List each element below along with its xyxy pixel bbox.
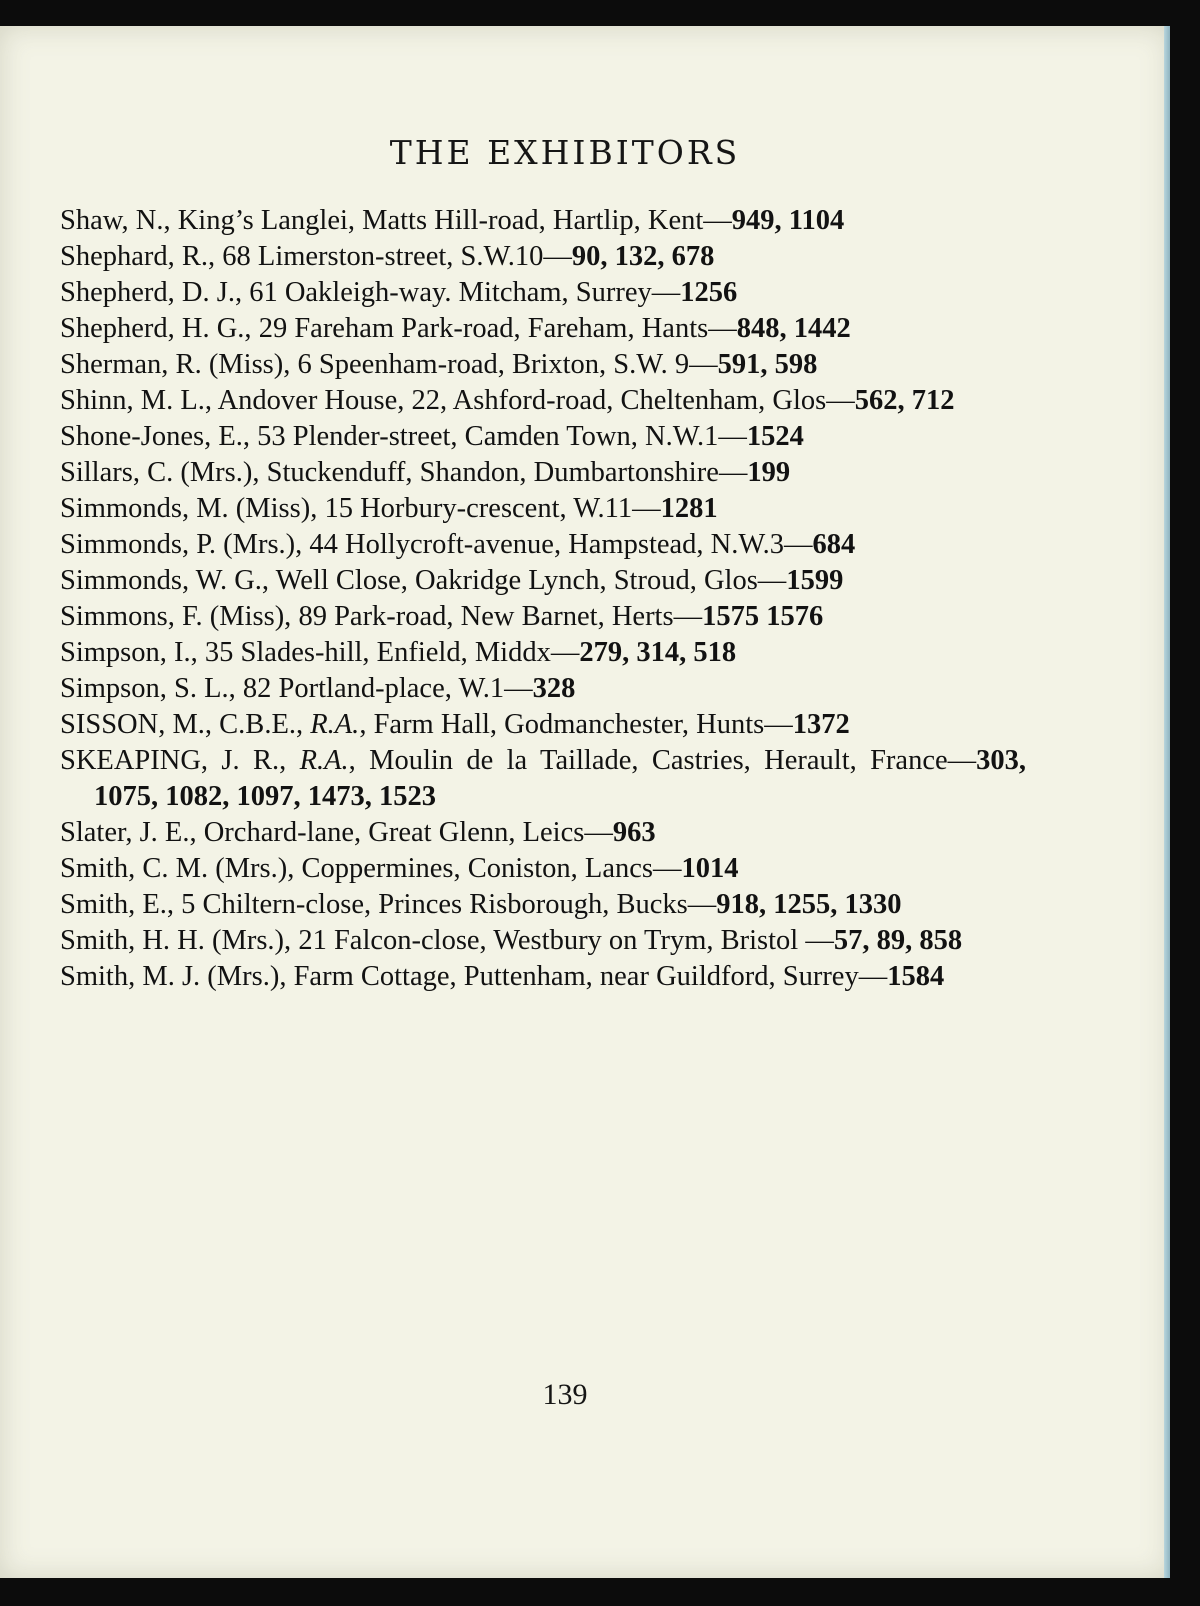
exhibitor-address: Orchard-lane, Great Glenn, Leics— xyxy=(196,817,613,848)
academy-title: R.A. xyxy=(310,709,360,740)
exhibitor-name: Shone-Jones, E., xyxy=(60,421,250,452)
exhibitor-entry xyxy=(60,923,1026,959)
exhibitor-address: 82 Portland-place, W.1— xyxy=(235,673,533,704)
exhibitor-address: King’s Langlei, Matts Hill-road, Hartlip, Kent— xyxy=(170,205,732,236)
exhibitor-entry xyxy=(60,203,1026,239)
exhibitor-name: Shepherd, D. J., xyxy=(60,277,243,308)
exhibitor-name: Simmonds, W. G., xyxy=(60,565,270,596)
exhibitor-name: Smith, E., xyxy=(60,889,175,920)
exhibitor-entry xyxy=(60,743,1026,815)
exhibit-numbers: 1281 xyxy=(660,493,718,524)
exhibitor-address: 21 Falcon-close, Westbury on Trym, Bristol — xyxy=(291,925,834,956)
exhibit-numbers: 90, 132, 678 xyxy=(571,241,715,272)
exhibitor-name: Smith, H. H. (Mrs.), xyxy=(60,925,292,956)
exhibitor-address: , Moulin de la Taillade, Castries, Herault, France— xyxy=(348,745,977,776)
exhibitor-name: Shephard, R., xyxy=(60,241,216,272)
exhibitor-name: SISSON, M., C.B.E., xyxy=(60,709,304,740)
exhibitor-list xyxy=(60,203,1026,995)
exhibitor-address: 15 Horbury-crescent, W.11— xyxy=(317,493,661,524)
exhibitor-address: 35 Slades-hill, Enfield, Middx— xyxy=(197,637,580,668)
exhibitor-entry xyxy=(60,707,1026,743)
exhibit-numbers: 918, 1255, 1330 xyxy=(716,889,902,920)
exhibit-numbers: 328 xyxy=(532,673,576,704)
exhibit-numbers: 57, 89, 858 xyxy=(833,925,963,956)
exhibit-numbers: 848, 1442 xyxy=(736,313,851,344)
exhibitor-name: Shinn, M. L., xyxy=(60,385,213,416)
exhibitor-address: 68 Limerston-street, S.W.10— xyxy=(215,241,572,272)
exhibitor-name: Simmonds, P. (Mrs.), xyxy=(60,529,303,560)
exhibitor-name: Smith, M. J. (Mrs.), xyxy=(60,961,287,992)
exhibit-numbers: 684 xyxy=(812,529,856,560)
exhibitor-name: SKEAPING, J. R., xyxy=(60,745,287,776)
exhibitor-name: Simpson, I., xyxy=(60,637,198,668)
exhibit-numbers: 279, 314, 518 xyxy=(579,637,737,668)
exhibitor-name: Smith, C. M. (Mrs.), xyxy=(60,853,295,884)
exhibit-numbers: 591, 598 xyxy=(717,349,818,380)
exhibit-numbers: 963 xyxy=(612,817,656,848)
exhibitor-entry xyxy=(60,851,1026,887)
exhibitor-entry xyxy=(60,527,1026,563)
academy-title: R.A. xyxy=(299,745,349,776)
exhibit-numbers: 1575 1576 xyxy=(702,601,824,632)
exhibitor-address: Farm Cottage, Puttenham, near Guildford, Surrey— xyxy=(286,961,888,992)
exhibitor-entry xyxy=(60,275,1026,311)
exhibit-numbers: 1014 xyxy=(681,853,739,884)
exhibitor-entry xyxy=(60,491,1026,527)
exhibitor-address: 29 Fareham Park-road, Fareham, Hants— xyxy=(251,313,737,344)
exhibitor-entry xyxy=(60,563,1026,599)
exhibitor-address: Well Close, Oakridge Lynch, Stroud, Glos— xyxy=(269,565,787,596)
exhibitor-entry xyxy=(60,347,1026,383)
exhibitor-name: Sherman, R. (Miss), xyxy=(60,349,291,380)
exhibit-numbers: 1524 xyxy=(746,421,804,452)
exhibitor-entry xyxy=(60,383,1026,419)
exhibitor-name: Sillars, C. (Mrs.), xyxy=(60,457,260,488)
exhibit-numbers: 1599 xyxy=(786,565,844,596)
exhibitor-address: Andover House, 22, Ashford-road, Cheltenham, Glos— xyxy=(212,385,855,416)
exhibitor-entry xyxy=(60,887,1026,923)
exhibitor-entry xyxy=(60,671,1026,707)
exhibitor-address: 6 Speenham-road, Brixton, S.W. 9— xyxy=(290,349,718,380)
exhibit-numbers: 199 xyxy=(747,457,791,488)
exhibit-numbers: 949, 1104 xyxy=(731,205,845,236)
exhibitor-name: Simmons, F. (Miss), xyxy=(60,601,292,632)
exhibitor-address: 5 Chiltern-close, Princes Risborough, Bucks— xyxy=(174,889,717,920)
exhibitor-entry xyxy=(60,959,1026,995)
page-edge xyxy=(1164,26,1170,1578)
exhibitor-entry xyxy=(60,419,1026,455)
exhibitor-address: 61 Oakleigh-way. Mitcham, Surrey— xyxy=(242,277,681,308)
exhibit-numbers: 1256 xyxy=(680,277,738,308)
exhibitor-name: Shepherd, H. G., xyxy=(60,313,252,344)
page-number: 139 xyxy=(542,1378,588,1411)
exhibitor-address: Stuckenduff, Shandon, Dumbartonshire— xyxy=(259,457,748,488)
exhibitor-address: Coppermines, Coniston, Lancs— xyxy=(294,853,682,884)
exhibitor-address: 53 Plender-street, Camden Town, N.W.1— xyxy=(249,421,747,452)
exhibit-numbers: 562, 712 xyxy=(854,385,955,416)
exhibitor-address: , Farm Hall, Godmanchester, Hunts— xyxy=(359,709,793,740)
exhibitor-entry xyxy=(60,635,1026,671)
exhibit-numbers: 1584 xyxy=(887,961,945,992)
running-header: THE EXHIBITORS xyxy=(389,133,741,172)
exhibitor-entry xyxy=(60,455,1026,491)
exhibitor-name: Simpson, S. L., xyxy=(60,673,236,704)
exhibitor-entry xyxy=(60,599,1026,635)
exhibitor-name: Shaw, N., xyxy=(60,205,171,236)
exhibit-numbers: 1372 xyxy=(792,709,850,740)
exhibitor-name: Slater, J. E., xyxy=(60,817,197,848)
exhibitor-entry xyxy=(60,239,1026,275)
exhibitor-entry xyxy=(60,311,1026,347)
exhibitor-address: 44 Hollycroft-avenue, Hampstead, N.W.3— xyxy=(302,529,813,560)
exhibitor-entry xyxy=(60,815,1026,851)
exhibit-numbers: 303, 1075, 1082, 1097, 1473, 1523 xyxy=(94,745,1026,812)
exhibitor-address: 89 Park-road, New Barnet, Herts— xyxy=(291,601,703,632)
exhibitor-name: Simmonds, M. (Miss), xyxy=(60,493,318,524)
